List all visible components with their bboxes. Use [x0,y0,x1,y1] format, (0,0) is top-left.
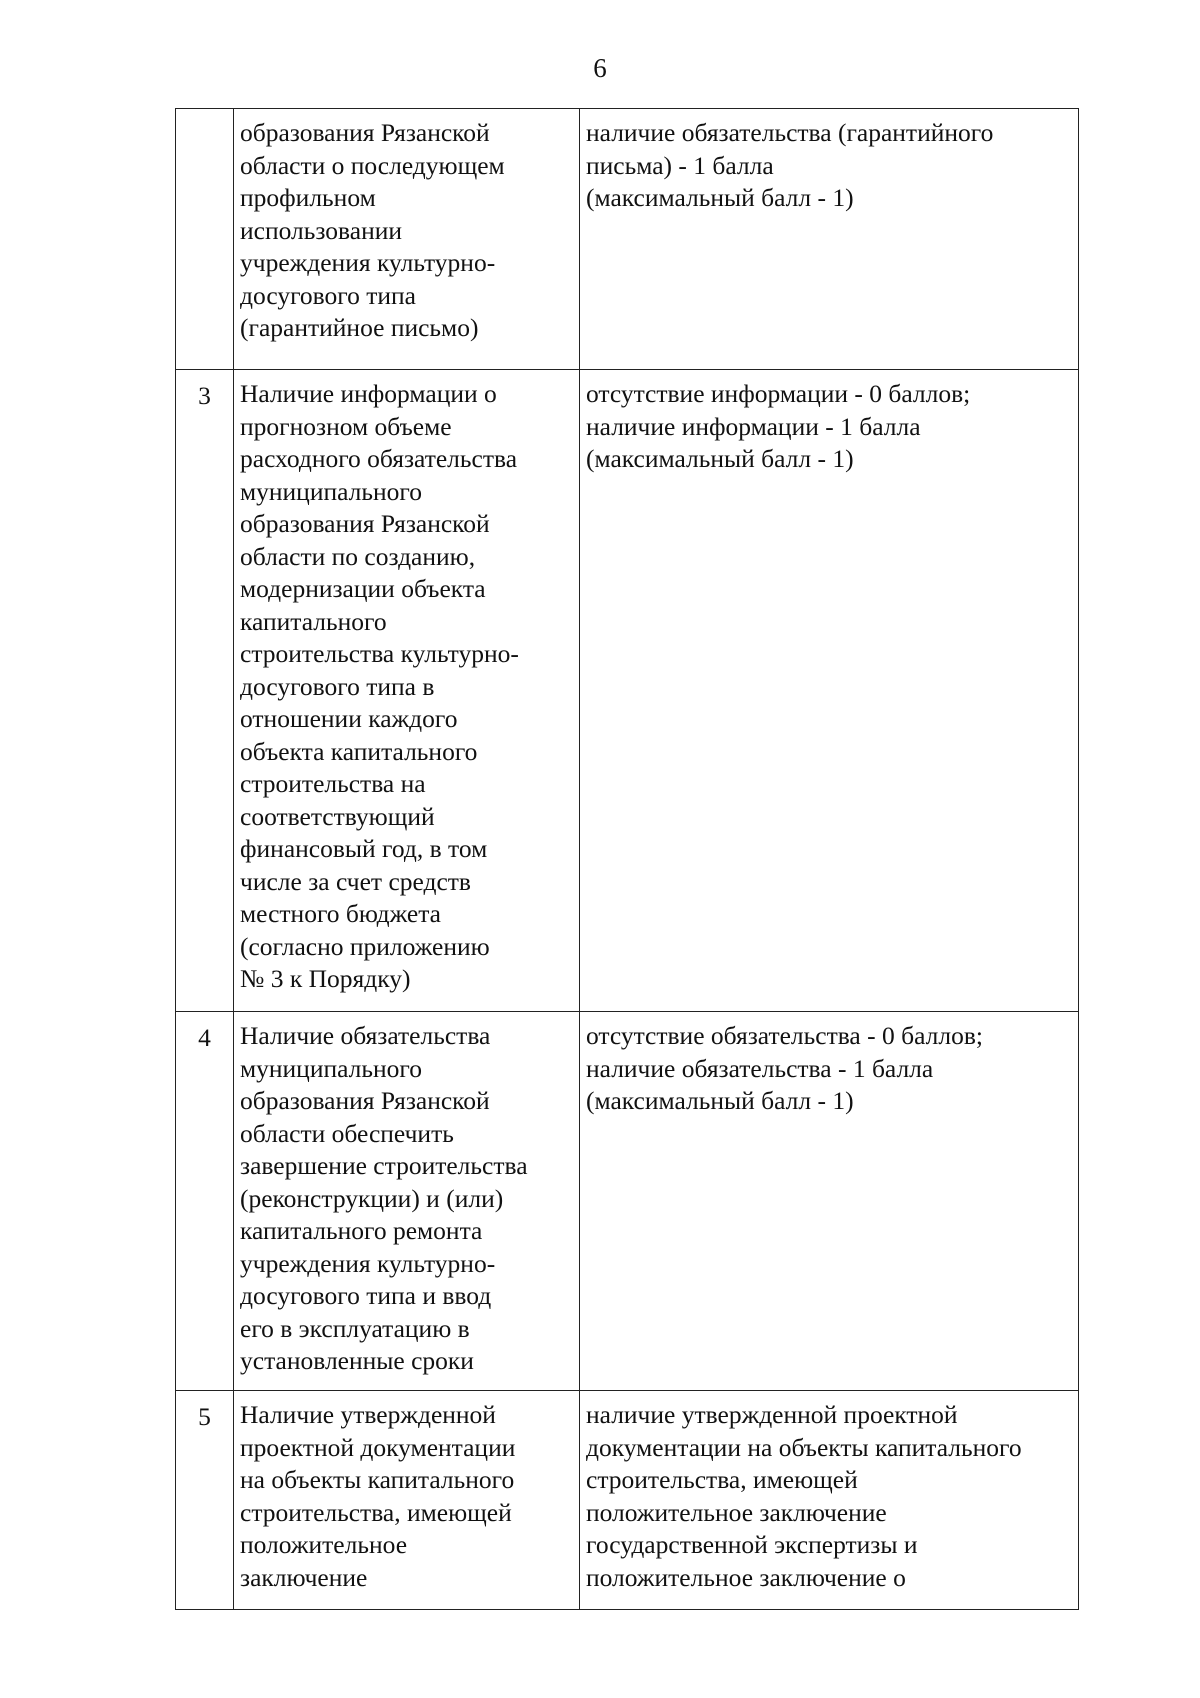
criterion-text-line: досугового типа и ввод [240,1281,492,1310]
criterion-text-line: расходного обязательства [240,444,518,473]
criteria-table [175,108,1079,1610]
criterion-text-line: финансовый год, в том [240,834,488,863]
score-text-line: наличие обязательства - 1 балла [586,1053,934,1083]
criterion-text-line: проектной документации [240,1432,516,1462]
score-text-line: письма) - 1 балла [586,150,774,180]
criterion-text-line: досугового типа в [240,671,435,701]
score-text-line: (максимальный балл - 1) [586,1086,854,1115]
score-text-line: наличие информации - 1 балла [586,411,921,441]
criterion-text-line: учреждения культурно- [240,1248,496,1278]
score-cell [580,1012,1079,1391]
criterion-text-line: Наличие обязательства [240,1021,491,1050]
criterion-text-line: завершение строительства [240,1151,528,1180]
criterion-text-line: установленные сроки [240,1346,474,1375]
score-cell [580,109,1079,370]
criterion-text-line: на объекты капитального [240,1465,515,1494]
table-row [176,1012,1079,1391]
criterion-text-line: Наличие утвержденной [240,1400,496,1429]
score-text-line: отсутствие обязательства - 0 баллов; [586,1021,983,1050]
criterion-text-line: досугового типа [240,280,416,310]
table-row [176,370,1079,1012]
criterion-text-line: образования Рязанской [240,118,490,147]
score-text-line: положительное заключение [586,1497,887,1527]
score-text-line: наличие обязательства (гарантийного [586,118,994,147]
score-text-line: наличие утвержденной проектной [586,1400,958,1429]
criterion-text-line: его в эксплуатацию в [240,1313,470,1343]
row-number-cell: 3 [176,370,234,1012]
score-cell [580,370,1079,1012]
score-text-line: государственной экспертизы и [586,1530,918,1559]
criterion-text-line: положительное [240,1530,408,1559]
criterion-cell [234,109,580,370]
score-text-line: документации на объекты капитального [586,1432,1022,1462]
criterion-text-line: числе за счет средств [240,866,471,896]
score-cell [580,1391,1079,1610]
criterion-text-line: местного бюджета [240,899,441,928]
score-text-line: строительства, имеющей [586,1465,858,1494]
criterion-text-line: капитального [240,606,387,636]
criterion-text-line: прогнозном объеме [240,411,452,441]
score-text-line: отсутствие информации - 0 баллов; [586,379,971,408]
criterion-text-line: использовании [240,215,403,245]
criterion-text-line: модернизации объекта [240,574,486,603]
criterion-text-line: области обеспечить [240,1118,454,1148]
criterion-text-line: соответствующий [240,801,435,831]
score-text-line: (максимальный балл - 1) [586,183,854,212]
criterion-text-line: области по созданию, [240,541,476,571]
criterion-cell [234,1012,580,1391]
row-number-cell [176,109,234,370]
criterion-cell [234,370,580,1012]
criterion-text-line: образования Рязанской [240,1086,490,1115]
criterion-text-line: учреждения культурно- [240,248,496,277]
criterion-cell [234,1391,580,1610]
score-text-line: (максимальный балл - 1) [586,444,854,473]
criterion-text-line: (гарантийное письмо) [240,313,479,342]
criterion-text-line: капитального ремонта [240,1216,483,1245]
criterion-text-line: муниципального [240,1053,422,1083]
criterion-text-line: области о последующем [240,150,505,180]
criterion-text-line: Наличие информации о [240,379,497,408]
score-text-line: положительное заключение о [586,1562,906,1592]
criterion-text-line: строительства на [240,769,426,798]
criterion-text-line: (согласно приложению [240,931,490,961]
table-row [176,109,1079,370]
criterion-text-line: (реконструкции) и (или) [240,1183,504,1213]
criterion-text-line: строительства, имеющей [240,1497,512,1527]
criterion-text-line: № 3 к Порядку) [240,964,411,993]
row-number-cell: 4 [176,1012,234,1391]
criterion-text-line: строительства культурно- [240,639,519,668]
criterion-text-line: отношении каждого [240,704,458,733]
criterion-text-line: профильном [240,183,376,212]
table-body [176,109,1079,1610]
table-row [176,1391,1079,1610]
criterion-text-line: муниципального [240,476,422,506]
row-number-cell: 5 [176,1391,234,1610]
criterion-text-line: образования Рязанской [240,509,490,538]
criterion-text-line: заключение [240,1562,368,1592]
criterion-text-line: объекта капитального [240,736,478,766]
page-number: 6 [593,53,607,83]
